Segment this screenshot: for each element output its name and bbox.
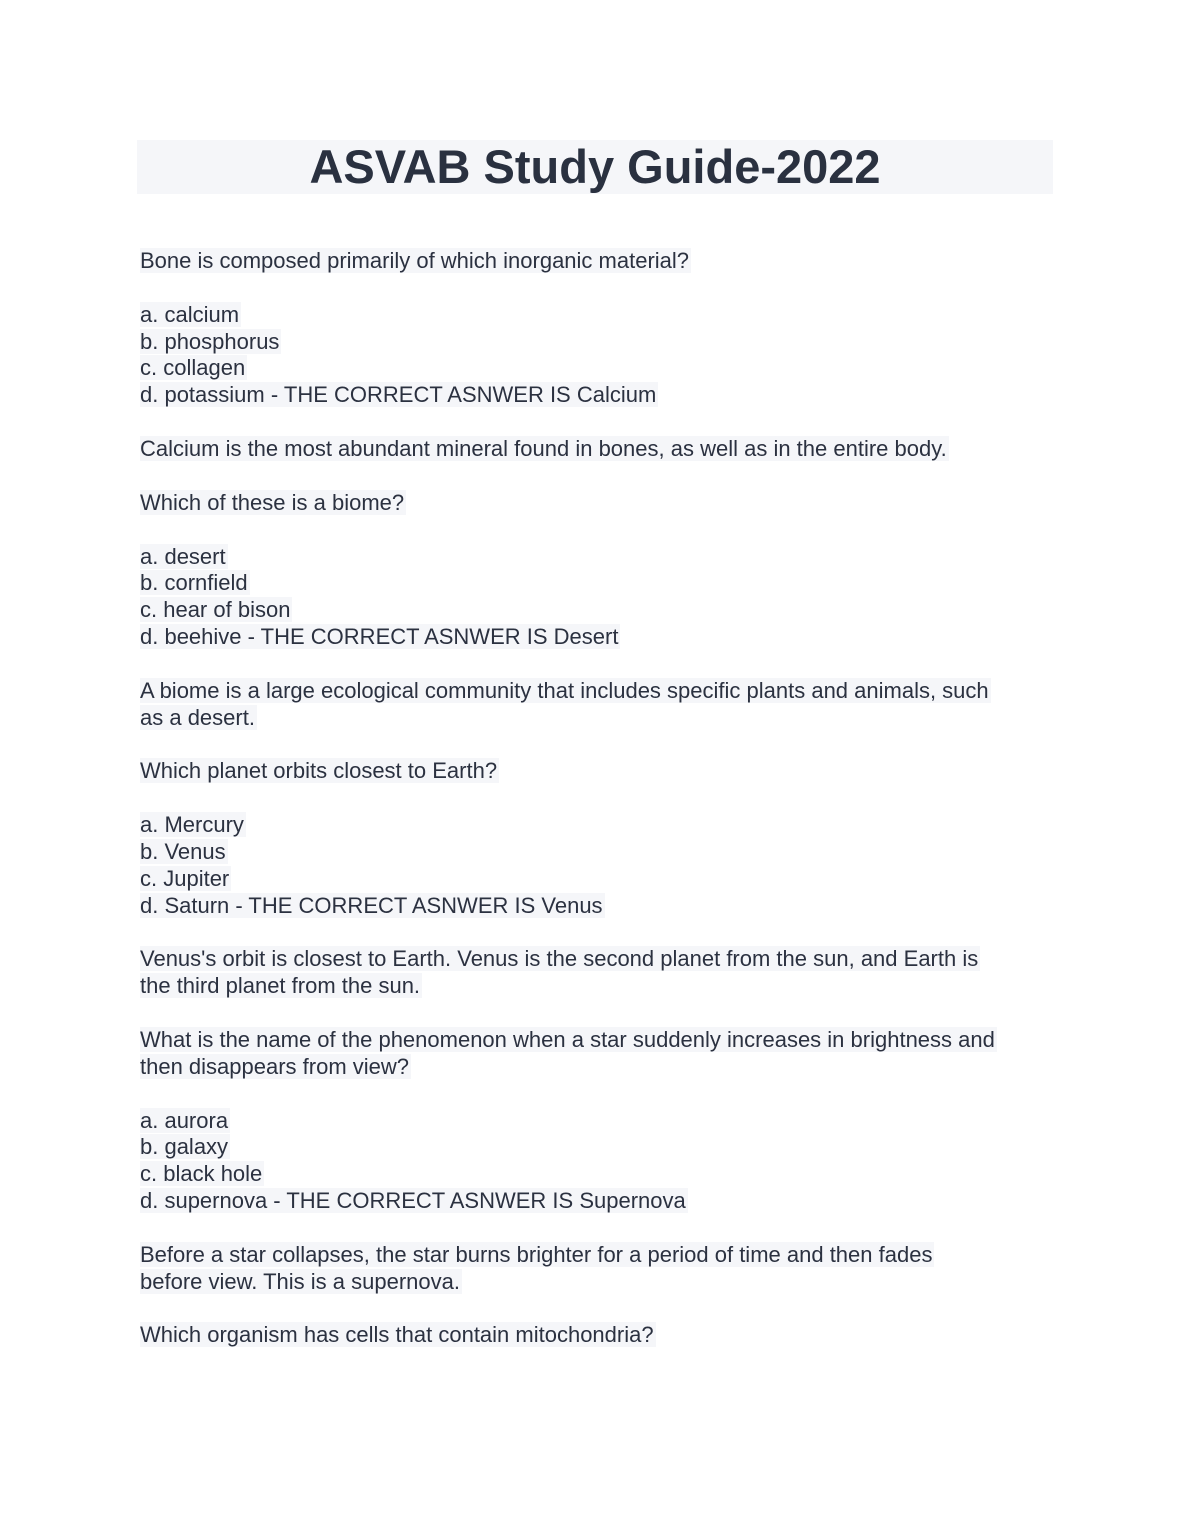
option-item: a. desert: [140, 543, 226, 569]
explanation: [140, 946, 1052, 1000]
explanation-text: Before a star collapses, the star burns brighter for a period of time and then fades: [140, 1241, 933, 1267]
question-text: Which organism has cells that contain mitochondria?: [140, 1322, 654, 1348]
option-item: d. Saturn - THE CORRECT ASNWER IS Venus: [140, 892, 603, 918]
option-item: d. supernova - THE CORRECT ASNWER IS Supernova: [140, 1187, 686, 1213]
explanation: [140, 1242, 1052, 1296]
question-text: Which of these is a biome?: [140, 489, 405, 515]
option-item: b. phosphorus: [140, 328, 280, 354]
option-item: a. aurora: [140, 1107, 229, 1133]
question-block: [140, 1027, 1052, 1081]
option-item: d. potassium - THE CORRECT ASNWER IS Calcium: [140, 382, 657, 408]
options-list: [140, 812, 1052, 919]
options-list: [140, 1108, 1052, 1215]
option-item: b. galaxy: [140, 1134, 229, 1160]
option-item: c. Jupiter: [140, 865, 230, 891]
option-item: b. Venus: [140, 838, 226, 864]
question-text: Which planet orbits closest to Earth?: [140, 758, 498, 784]
explanation-text: as a desert.: [140, 704, 255, 730]
options-list: [140, 302, 1052, 409]
option-item: d. beehive - THE CORRECT ASNWER IS Desert: [140, 623, 619, 649]
explanation-text: Venus's orbit is closest to Earth. Venus is the second planet from the sun, and Earth is: [140, 946, 979, 972]
document-body: [140, 248, 1052, 1376]
question-text: Bone is composed primarily of which inorganic material?: [140, 248, 690, 273]
question-block: [140, 758, 1052, 785]
question-block: [140, 1322, 1052, 1349]
option-item: a. calcium: [140, 301, 240, 327]
option-item: c. hear of bison: [140, 597, 291, 623]
option-item: b. cornfield: [140, 570, 248, 596]
question-block: [140, 248, 1052, 275]
option-item: a. Mercury: [140, 812, 244, 838]
question-text: then disappears from view?: [140, 1053, 410, 1079]
question-text: What is the name of the phenomenon when a star suddenly increases in brightness and: [140, 1026, 995, 1052]
options-list: [140, 544, 1052, 651]
option-item: c. collagen: [140, 355, 246, 381]
explanation-text: the third planet from the sun.: [140, 973, 421, 999]
document-title: ASVAB Study Guide-2022: [137, 140, 1053, 194]
explanation-text: Calcium is the most abundant mineral found in bones, as well as in the entire body.: [140, 435, 947, 461]
explanation: [140, 436, 1052, 463]
question-block: [140, 490, 1052, 517]
option-item: c. black hole: [140, 1161, 263, 1187]
explanation-text: A biome is a large ecological community that includes specific plants and animals, such: [140, 677, 989, 703]
explanation-text: before view. This is a supernova.: [140, 1268, 460, 1294]
explanation: [140, 678, 1052, 732]
